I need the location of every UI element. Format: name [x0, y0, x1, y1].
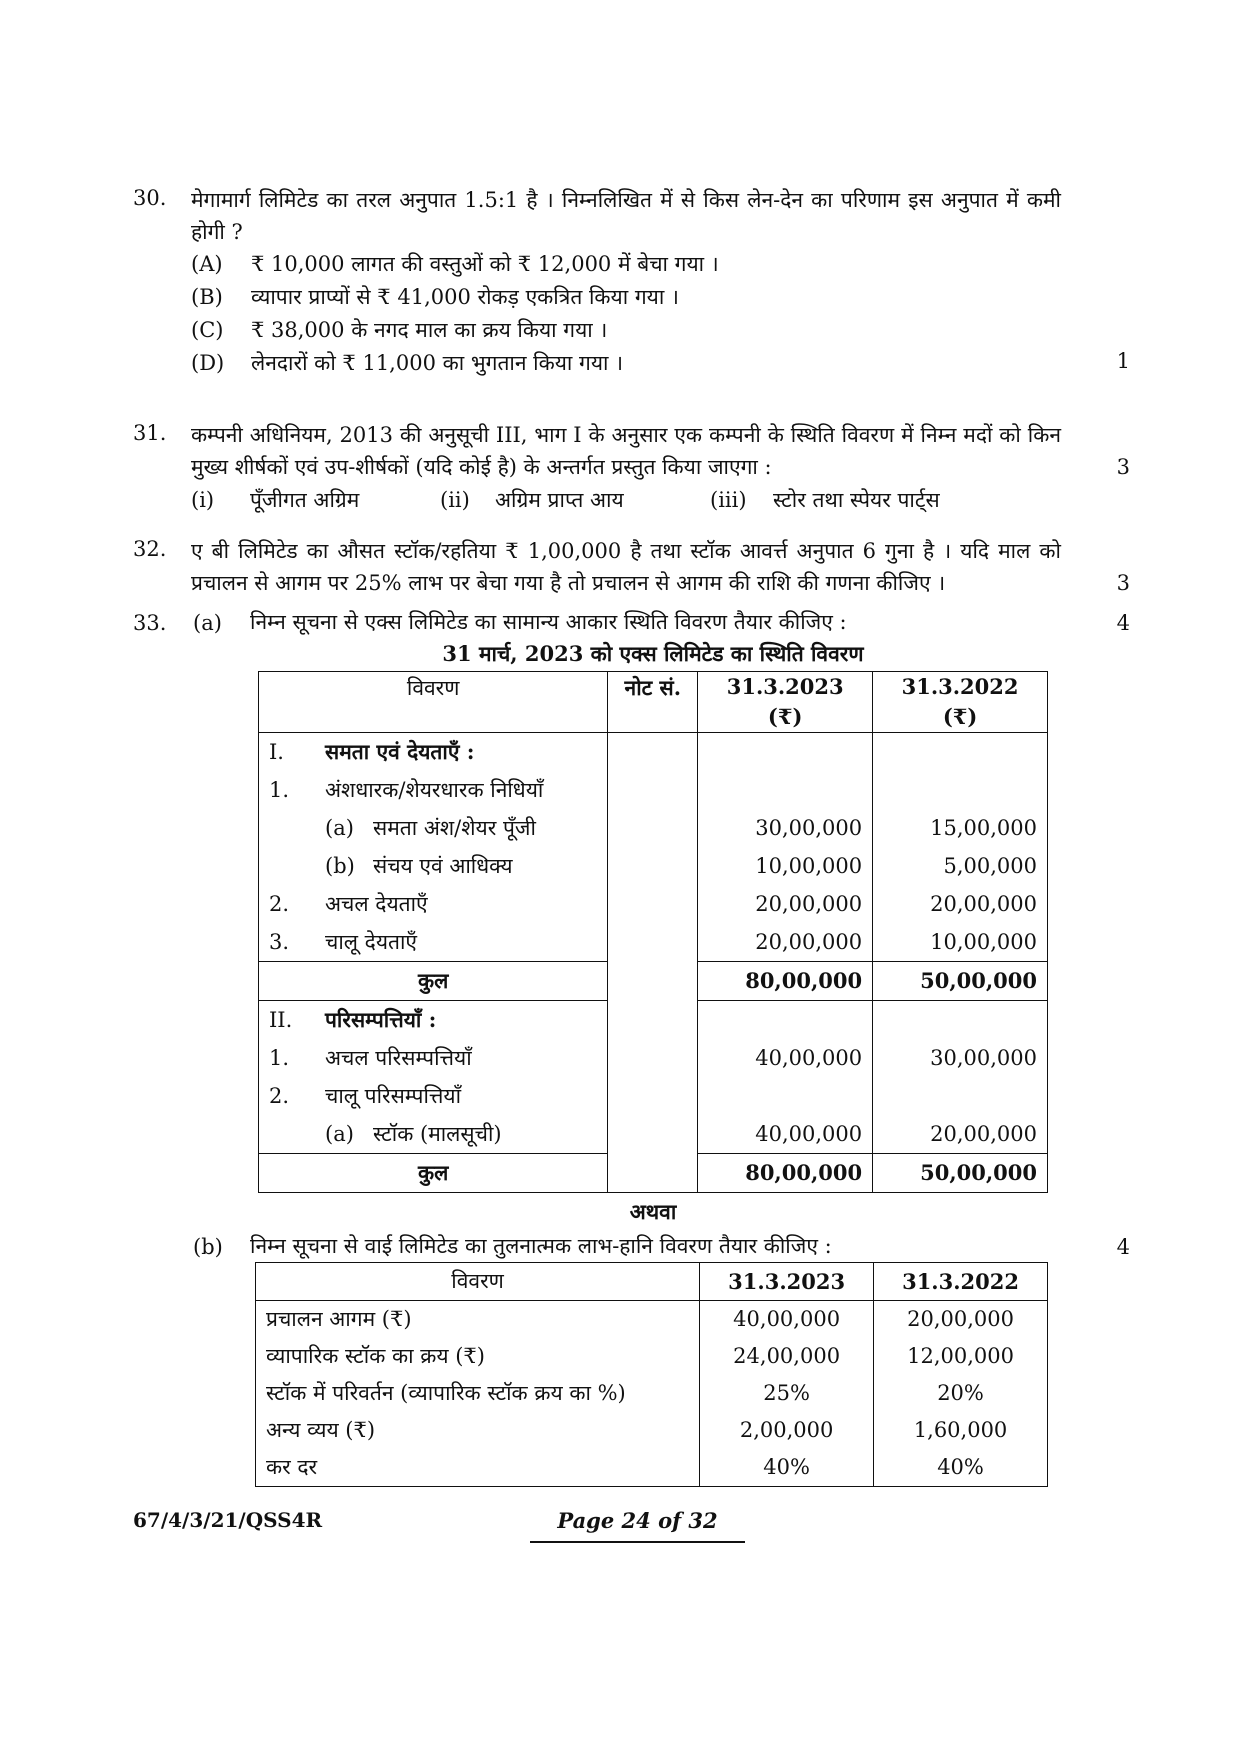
option-text: ₹ 10,000 लागत की वस्तुओं को ₹ 12,000 में बेचा गया । [251, 252, 719, 276]
question-number: 31. [133, 421, 167, 445]
table-row: I. समता एवं देयताएँ : [259, 733, 1048, 772]
table-row: 3. चालू देयताएँ 20,00,000 10,00,000 [259, 923, 1048, 962]
question-text: कम्पनी अधिनियम, 2013 की अनुसूची III, भाग I के अनुसार एक कम्पनी के स्थिति विवरण में निम्न मदों को किन मुख्य शीर्षकों एवं उप-शीर्षकों (यदि कोई है) के अन्तर्गत प्रस्तुत किया जाएगा : [191, 423, 1061, 479]
question-number: 30. [133, 186, 167, 210]
table-row: कर दर 40% 40% [256, 1449, 1048, 1487]
part-label: (b) [193, 1235, 223, 1259]
option-label: (D) [191, 351, 225, 375]
total-row: कुल 80,00,000 50,00,000 [259, 962, 1048, 1001]
or-text: अथवा [629, 1199, 677, 1224]
total-row: कुल 80,00,000 50,00,000 [259, 1154, 1048, 1193]
paper-code: 67/4/3/21/QSS4R [133, 1508, 323, 1532]
marks: 4 [1116, 1235, 1130, 1259]
question-number: 33. [133, 611, 167, 635]
header-2022: 31.3.2022 (₹) [873, 672, 1048, 733]
item-label: (iii) [710, 488, 747, 512]
table-row: व्यापारिक स्टॉक का क्रय (₹) 24,00,000 12,00,000 [256, 1338, 1048, 1375]
table-row: अन्य व्यय (₹) 2,00,000 1,60,000 [256, 1412, 1048, 1449]
table-row: II. परिसम्पत्तियाँ : [259, 1001, 1048, 1040]
part-text: निम्न सूचना से वाई लिमिटेड का तुलनात्मक लाभ-हानि विवरण तैयार कीजिए : [250, 1234, 832, 1258]
table-header-row: विवरण 31.3.2023 31.3.2022 [256, 1263, 1048, 1301]
option-c [191, 316, 607, 344]
question-number: 32. [133, 537, 167, 561]
marks: 4 [1116, 611, 1130, 635]
table-row: स्टॉक में परिवर्तन (व्यापारिक स्टॉक क्रय का %) 25% 20% [256, 1375, 1048, 1412]
option-text: लेनदारों को ₹ 11,000 का भुगतान किया गया । [251, 351, 624, 375]
table-row: 2. अचल देयताएँ 20,00,000 20,00,000 [259, 885, 1048, 923]
header-note: नोट सं. [608, 672, 698, 733]
item-text: पूँजीगत अग्रिम [250, 488, 360, 512]
option-label: (A) [191, 252, 223, 276]
item-label: (i) [191, 488, 215, 512]
part-text: निम्न सूचना से एक्स लिमिटेड का सामान्य आकार स्थिति विवरण तैयार कीजिए : [250, 610, 847, 634]
marks: 3 [1116, 455, 1130, 479]
option-a [191, 250, 719, 278]
part-label: (a) [193, 611, 222, 635]
table-row: 1. अचल परिसम्पत्तियाँ 40,00,000 30,00,000 [259, 1039, 1048, 1077]
profit-loss-table [255, 1262, 1048, 1487]
table-row: प्रचालन आगम (₹) 40,00,000 20,00,000 [256, 1301, 1048, 1339]
table-row: 2. चालू परिसम्पत्तियाँ [259, 1077, 1048, 1115]
option-b [191, 283, 679, 311]
option-d [191, 349, 623, 377]
table-row: (b) संचय एवं आधिक्य 10,00,000 5,00,000 [259, 847, 1048, 885]
item-text: स्टोर तथा स्पेयर पार्ट्स [773, 488, 940, 512]
header-particulars: विवरण [259, 672, 608, 733]
option-label: (B) [191, 285, 223, 309]
header-2023: 31.3.2023 (₹) [698, 672, 873, 733]
table-header-row [259, 672, 1048, 733]
marks: 3 [1116, 571, 1130, 595]
table-row: (a) स्टॉक (मालसूची) 40,00,000 20,00,000 [259, 1115, 1048, 1154]
option-label: (C) [191, 318, 224, 342]
question-text: ए बी लिमिटेड का औसत स्टॉक/रहतिया ₹ 1,00,000 है तथा स्टॉक आवर्त्त अनुपात 6 गुना है । यदि माल को प्रचालन से आगम पर 25% लाभ पर बेचा गया है तो प्रचालन से आगम की राशि की गणना कीजिए । [191, 539, 1061, 595]
table-title: 31 मार्च, 2023 को एक्स लिमिटेड का स्थिति विवरण [442, 641, 864, 666]
table-row: 1. अंशधारक/शेयरधारक निधियाँ [259, 771, 1048, 809]
option-text: ₹ 38,000 के नगद माल का क्रय किया गया । [251, 318, 608, 342]
table-row: (a) समता अंश/शेयर पूँजी 30,00,000 15,00,000 [259, 809, 1048, 847]
balance-sheet-table [258, 671, 1048, 1193]
item-label: (ii) [440, 488, 470, 512]
page-number: Page 24 of 32 [530, 1508, 745, 1543]
question-text: मेगामार्ग लिमिटेड का तरल अनुपात 1.5:1 है । निम्नलिखित में से किस लेन-देन का परिणाम इस अनुपात में कमी होगी ? [191, 188, 1061, 244]
option-text: व्यापार प्राप्यों से ₹ 41,000 रोकड़ एकत्रित किया गया । [251, 285, 679, 309]
item-text: अग्रिम प्राप्त आय [495, 488, 624, 512]
marks: 1 [1116, 349, 1130, 373]
